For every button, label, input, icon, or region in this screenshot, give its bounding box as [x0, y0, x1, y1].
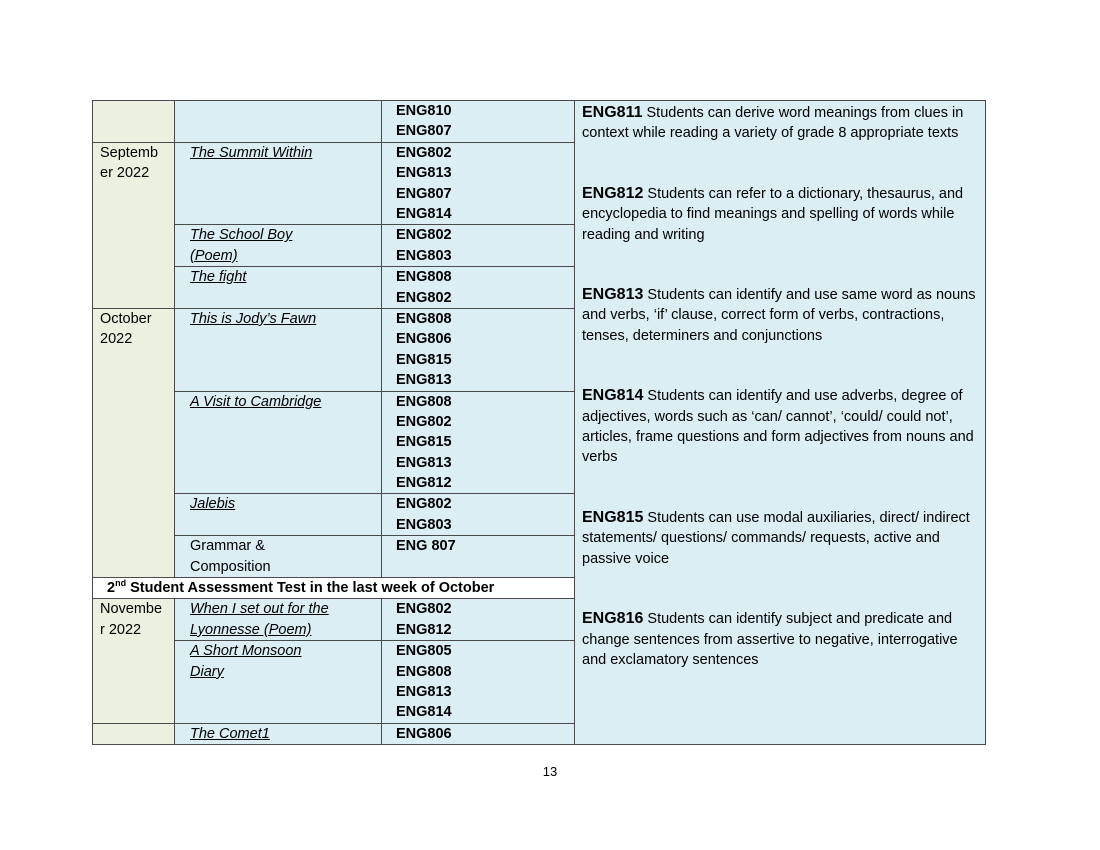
code-cell: [382, 641, 575, 724]
learning-code: ENG814: [396, 704, 452, 721]
outcome-item: [582, 609, 979, 670]
lesson-title: The fight: [190, 269, 247, 286]
outcome-item: [582, 103, 979, 144]
lesson-cell: [175, 494, 382, 536]
lesson-cell: [175, 142, 382, 225]
code-cell: [382, 101, 575, 143]
code-cell: [382, 536, 575, 578]
code-cell: [382, 599, 575, 641]
lesson-cell: [175, 391, 382, 494]
learning-code: ENG815: [396, 351, 452, 368]
learning-code: ENG808: [396, 310, 452, 327]
learning-code: ENG808: [396, 663, 452, 680]
learning-code: ENG810: [396, 103, 452, 119]
outcome-text: Students can refer to a dictionary, thesaurus, and encyclopedia to find meanings and spelling of words while reading and writing: [582, 185, 964, 243]
code-cell: [382, 267, 575, 309]
learning-code: ENG813: [396, 684, 452, 701]
code-cell: [382, 723, 575, 744]
outcome-text: Students can use modal auxiliaries, direct/ indirect statements/ questions/ commands/ requests, active and passive voice: [582, 509, 970, 567]
outcome-item: [582, 285, 979, 346]
learning-code: ENG807: [396, 123, 452, 140]
lesson-cell: [175, 101, 382, 143]
outcome-text: Students can derive word meanings from clues in context while reading a variety of grade 8 appropriate texts: [582, 105, 964, 142]
lesson-cell: [175, 308, 382, 391]
lesson-title: The School Boy (Poem): [190, 227, 293, 264]
learning-code: ENG814: [396, 205, 452, 222]
learning-code: ENG805: [396, 643, 452, 660]
learning-code: [396, 557, 570, 577]
page-number: 13: [542, 764, 558, 779]
outcome-code: ENG812: [582, 184, 644, 202]
lesson-cell: [175, 536, 382, 578]
outcome-descriptions: [575, 101, 986, 745]
learning-code: ENG802: [396, 144, 452, 161]
outcome-code: ENG814: [582, 387, 644, 405]
lesson-cell: [175, 267, 382, 309]
learning-code: ENG813: [396, 454, 452, 471]
month-cell: [93, 101, 175, 143]
lesson-title: Jalebis: [190, 496, 236, 513]
assessment-note: 2nd Student Assessment Test in the last week of October: [93, 578, 575, 599]
lesson-title: The Summit Within: [190, 144, 313, 161]
learning-code: ENG813: [396, 372, 452, 389]
month-cell: [93, 308, 175, 577]
learning-code: ENG 807: [396, 538, 456, 555]
learning-code: ENG808: [396, 269, 452, 286]
outcome-item: [582, 508, 979, 569]
outcome-code: ENG811: [582, 104, 643, 121]
curriculum-table: [92, 100, 986, 745]
lesson-cell: [175, 723, 382, 744]
lesson-title: The Comet1: [190, 725, 270, 742]
lesson-cell: [175, 641, 382, 724]
code-cell: [382, 225, 575, 267]
learning-code: ENG802: [396, 413, 452, 430]
lesson-cell: [175, 225, 382, 267]
code-cell: [382, 308, 575, 391]
lesson-title: A Short Monsoon Diary: [190, 643, 302, 680]
outcome-item: [582, 184, 979, 245]
outcome-code: ENG815: [582, 508, 644, 526]
code-cell: [382, 494, 575, 536]
lesson-title: This is Jody’s Fawn: [190, 310, 317, 327]
outcome-text: Students can identify subject and predicate and change sentences from assertive to negative, interrogative and exclamatory sentences: [582, 611, 958, 668]
lesson-title: A Visit to Cambridge: [190, 393, 322, 410]
outcome-text: Students can identify and use same word as nouns and verbs, ‘if’ clause, correct form of verbs, contractions, tenses, determiners and conjunctions: [582, 287, 976, 344]
learning-code: ENG803: [396, 516, 452, 533]
learning-code: ENG802: [396, 496, 452, 513]
code-cell: [382, 142, 575, 225]
learning-code: ENG802: [396, 601, 452, 618]
lesson-title: Grammar & Composition: [190, 538, 271, 575]
learning-code: ENG815: [396, 434, 452, 451]
code-cell: [382, 391, 575, 494]
learning-code: ENG812: [396, 621, 452, 638]
learning-code: ENG807: [396, 185, 452, 202]
month-cell: Septemb er 2022: [93, 142, 175, 308]
month-label: October 2022: [100, 310, 152, 348]
outcome-item: [582, 386, 979, 468]
learning-code: ENG802: [396, 289, 452, 306]
month-cell: Novembe r 2022: [93, 599, 175, 723]
learning-code: ENG803: [396, 247, 452, 264]
lesson-title: When I set out for the Lyonnesse (Poem): [190, 601, 329, 638]
learning-code: ENG808: [396, 393, 452, 410]
learning-code: ENG812: [396, 475, 452, 492]
outcome-code: ENG813: [582, 286, 644, 304]
table-row: [93, 101, 986, 143]
outcome-code: ENG816: [582, 610, 644, 628]
lesson-cell: [175, 599, 382, 641]
learning-code: ENG813: [396, 165, 452, 182]
learning-code: ENG806: [396, 725, 452, 742]
outcome-text: Students can identify and use adverbs, degree of adjectives, words such as ‘can/ cannot’, ‘could/ could not’, articles, frame questions and form adjectives from nouns and verbs: [582, 388, 974, 466]
month-cell: [93, 723, 175, 744]
learning-code: ENG806: [396, 331, 452, 348]
learning-code: ENG802: [396, 227, 452, 244]
